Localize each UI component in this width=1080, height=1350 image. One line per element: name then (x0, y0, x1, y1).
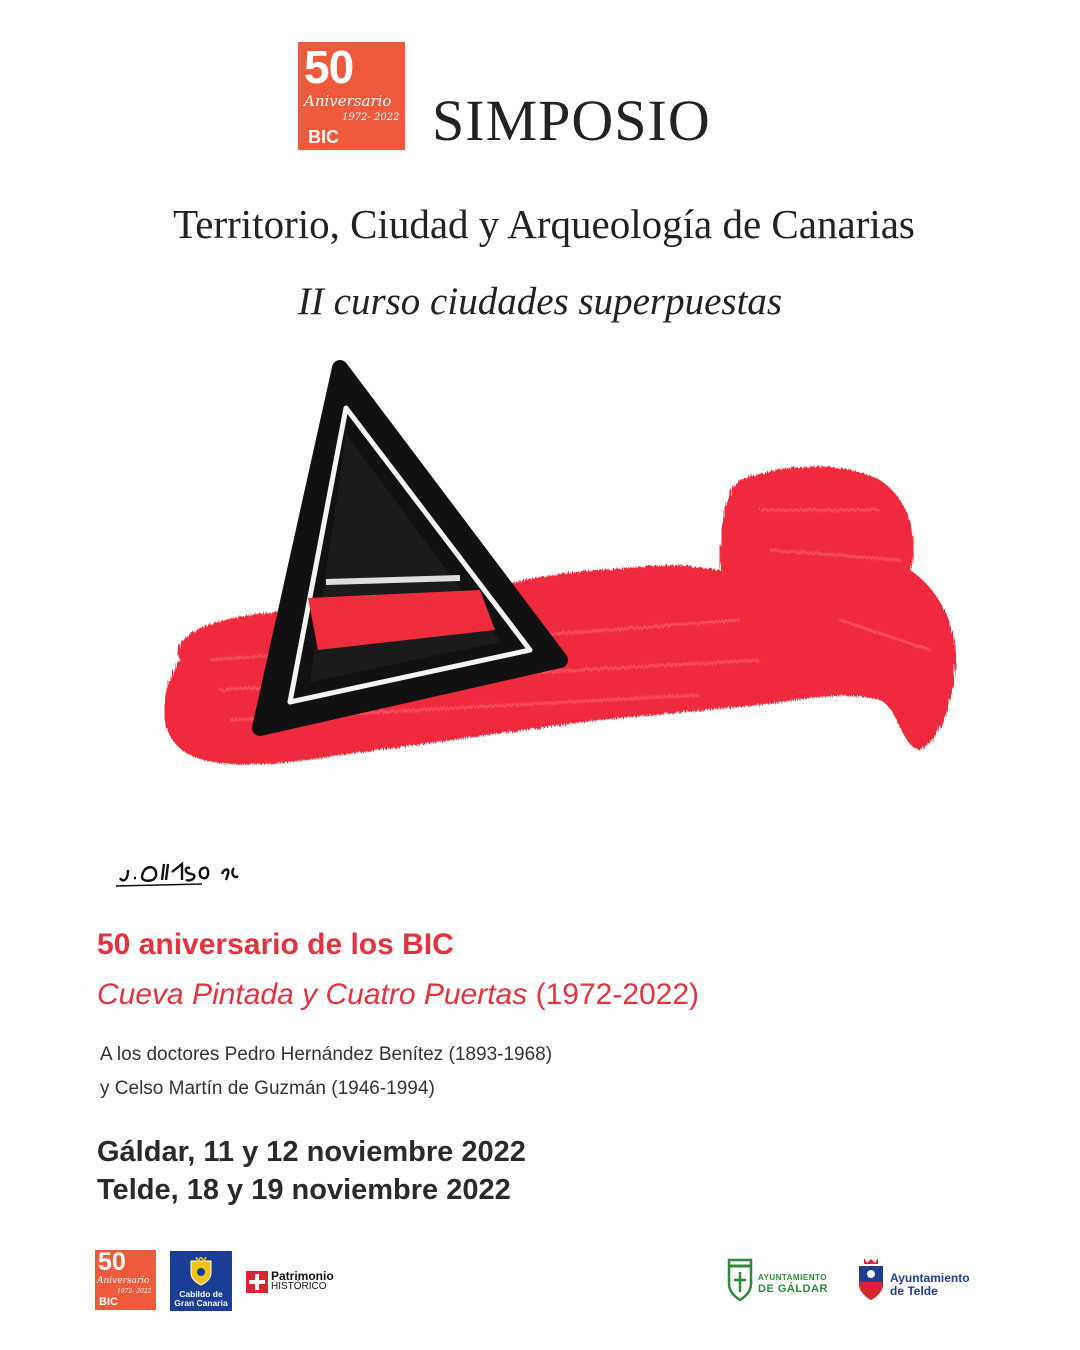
logo-word: Aniversario (304, 92, 392, 110)
anniversary-subtitle (97, 980, 699, 1010)
patrimonio-logo (246, 1270, 356, 1294)
galdar-label-1: AYUNTAMIENTO (758, 1273, 827, 1282)
shield-icon (188, 1257, 214, 1287)
logo-word: Aniversario (97, 1276, 150, 1286)
painting-artwork (140, 360, 980, 830)
artist-signature (112, 848, 252, 894)
logo-acronym: BIC (99, 1296, 118, 1308)
galdar-logo (725, 1258, 835, 1304)
logo-acronym: BIC (308, 127, 339, 147)
dedication-line-1: A los doctores Pedro Hernández Benítez (1893-1968) (100, 1044, 553, 1065)
page-subtitle: Territorio, Ciudad y Arqueología de Canarias (173, 201, 915, 247)
cross-icon (246, 1271, 268, 1293)
patrimonio-label: Patrimonio (271, 1269, 334, 1283)
telde-shield-icon (856, 1258, 886, 1302)
cabildo-label: Cabildo de Gran Canaria (174, 1289, 228, 1308)
telde-label-1: Ayuntamiento (890, 1271, 970, 1285)
triangle-motif (260, 368, 560, 728)
anniversary-years: (1972-2022) (535, 978, 700, 1011)
anniversary-sites: Cueva Pintada y Cuatro Puertas (97, 978, 528, 1011)
bic-anniversary-logo (298, 42, 405, 150)
anniversary-title: 50 aniversario de los BIC (97, 928, 454, 961)
galdar-shield-icon (725, 1258, 755, 1302)
date-galdar: Gáldar, 11 y 12 noviembre 2022 (97, 1136, 526, 1168)
logo-years: 1972- 2022 (342, 112, 400, 123)
page-title: SIMPOSIO (432, 88, 711, 153)
course-title: II curso ciudades superpuestas (297, 280, 783, 323)
telde-logo (856, 1258, 976, 1304)
dedication-line-2: y Celso Martín de Guzmán (1946-1994) (100, 1078, 435, 1099)
galdar-label-2: DE GÁLDAR (758, 1283, 828, 1295)
logo-years: 1972- 2022 (117, 1288, 152, 1295)
telde-label-2: de Telde (890, 1284, 938, 1298)
bic-anniversary-logo-small (95, 1250, 156, 1310)
cabildo-logo (170, 1251, 232, 1311)
logo-number: 50 (98, 1248, 126, 1276)
logo-number: 50 (304, 41, 354, 93)
date-telde: Telde, 18 y 19 noviembre 2022 (97, 1174, 511, 1206)
historico-label: HISTÓRICO (271, 1281, 327, 1292)
